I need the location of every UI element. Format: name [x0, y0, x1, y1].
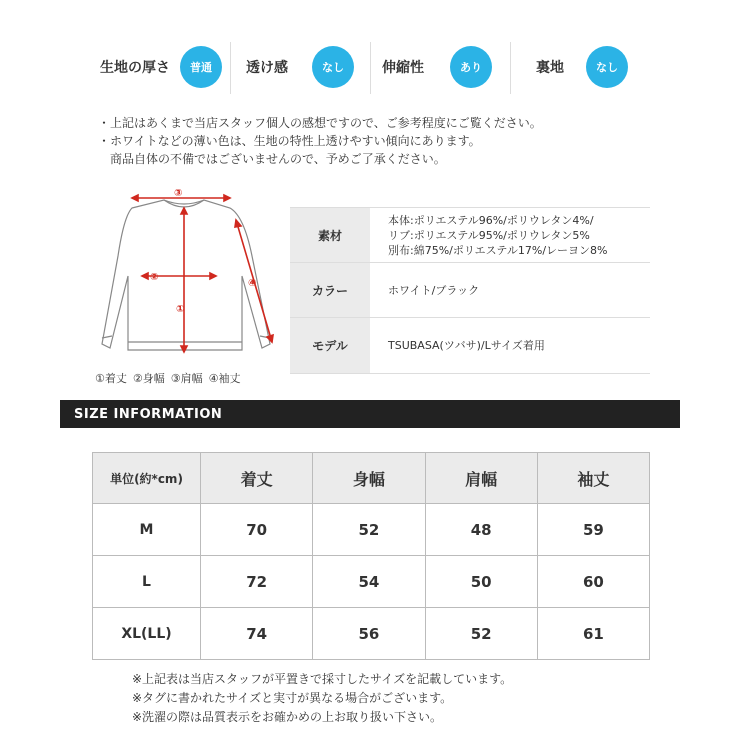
sweatshirt-outline [102, 200, 270, 350]
note-line: ・上記はあくまで当店スタッフ個人の感想ですので、ご参考程度にご覧ください。 [98, 116, 542, 130]
attribute-label: 裏地 [536, 60, 564, 76]
attribute-stretch [370, 42, 510, 94]
material-line: リブ:ポリエステル95%/ポリウレタン5% [388, 228, 590, 242]
marker-shoulder: ③ [174, 188, 183, 199]
size-label: L [93, 556, 201, 608]
garment-measurement-illustration [92, 186, 282, 386]
attribute-transparency [230, 42, 370, 94]
disclaimer-notes [98, 114, 542, 168]
attribute-thickness [90, 42, 230, 94]
spec-row-model [290, 318, 650, 374]
table-cell: 60 [537, 556, 649, 608]
attribute-badge: なし [586, 46, 628, 88]
attribute-badge: なし [312, 46, 354, 88]
note-line: ※上記表は当店スタッフが平置きで採寸したサイズを記載しています。 [132, 672, 513, 686]
legend-shoulder: ③肩幅 [170, 372, 203, 385]
attribute-badge: 普通 [180, 46, 222, 88]
table-cell: 61 [537, 608, 649, 660]
size-label: XL(LL) [93, 608, 201, 660]
spec-key: 素材 [290, 208, 370, 262]
table-row [93, 608, 650, 660]
legend-sleeve: ④袖丈 [208, 372, 241, 385]
note-line: ※洗濯の際は品質表示をお確かめの上お取り扱い下さい。 [132, 710, 443, 724]
fabric-attributes [90, 42, 650, 94]
note-line: ・ホワイトなどの薄い色は、生地の特性上透けやすい傾向にあります。 [98, 134, 481, 148]
size-label: M [93, 504, 201, 556]
spec-value: ホワイト/ブラック [388, 283, 480, 297]
table-cell: 70 [201, 504, 313, 556]
spec-key: カラー [290, 263, 370, 317]
header-width: 身幅 [313, 453, 425, 504]
attribute-badge: あり [450, 46, 492, 88]
marker-length: ① [176, 304, 185, 315]
note-line: 商品自体の不備ではございませんので、予めご了承ください。 [98, 152, 446, 166]
spec-value: TSUBASA(ツバサ)/Lサイズ着用 [388, 339, 545, 352]
measurement-markers [150, 188, 256, 315]
note-line: ※タグに書かれたサイズと実寸が異なる場合がございます。 [132, 691, 453, 705]
marker-sleeve: ④ [248, 278, 257, 289]
header-length: 着丈 [201, 453, 313, 504]
header-shoulder: 肩幅 [425, 453, 537, 504]
table-header-row [93, 453, 650, 504]
attribute-label: 生地の厚さ [100, 60, 170, 76]
marker-width: ② [150, 272, 159, 283]
table-cell: 74 [201, 608, 313, 660]
spec-row-material [290, 207, 650, 263]
material-line: 本体:ポリエステル96%/ポリウレタン4%/ [388, 213, 594, 227]
size-information-header: SIZE INFORMATION [60, 400, 680, 428]
table-cell: 48 [425, 504, 537, 556]
spec-value [370, 208, 650, 262]
measurement-notes [132, 670, 512, 727]
legend-length: ①着丈 [95, 372, 127, 385]
material-line: 別布:綿75%/ポリエステル17%/レーヨン8% [388, 243, 608, 257]
table-cell: 52 [313, 504, 425, 556]
attribute-lining [510, 42, 650, 94]
header-unit: 単位(約*cm) [93, 453, 201, 504]
table-cell: 72 [201, 556, 313, 608]
measurement-legend [95, 370, 241, 386]
attribute-label: 透け感 [246, 60, 288, 76]
attribute-label: 伸縮性 [382, 60, 424, 76]
spec-key: モデル [290, 318, 370, 373]
legend-width: ②身幅 [132, 372, 165, 385]
product-spec-table [290, 207, 650, 374]
spec-row-color [290, 263, 650, 318]
header-sleeve: 袖丈 [537, 453, 649, 504]
table-cell: 50 [425, 556, 537, 608]
size-table [92, 452, 650, 660]
table-row [93, 504, 650, 556]
table-cell: 59 [537, 504, 649, 556]
table-cell: 52 [425, 608, 537, 660]
table-cell: 56 [313, 608, 425, 660]
table-row [93, 556, 650, 608]
table-cell: 54 [313, 556, 425, 608]
